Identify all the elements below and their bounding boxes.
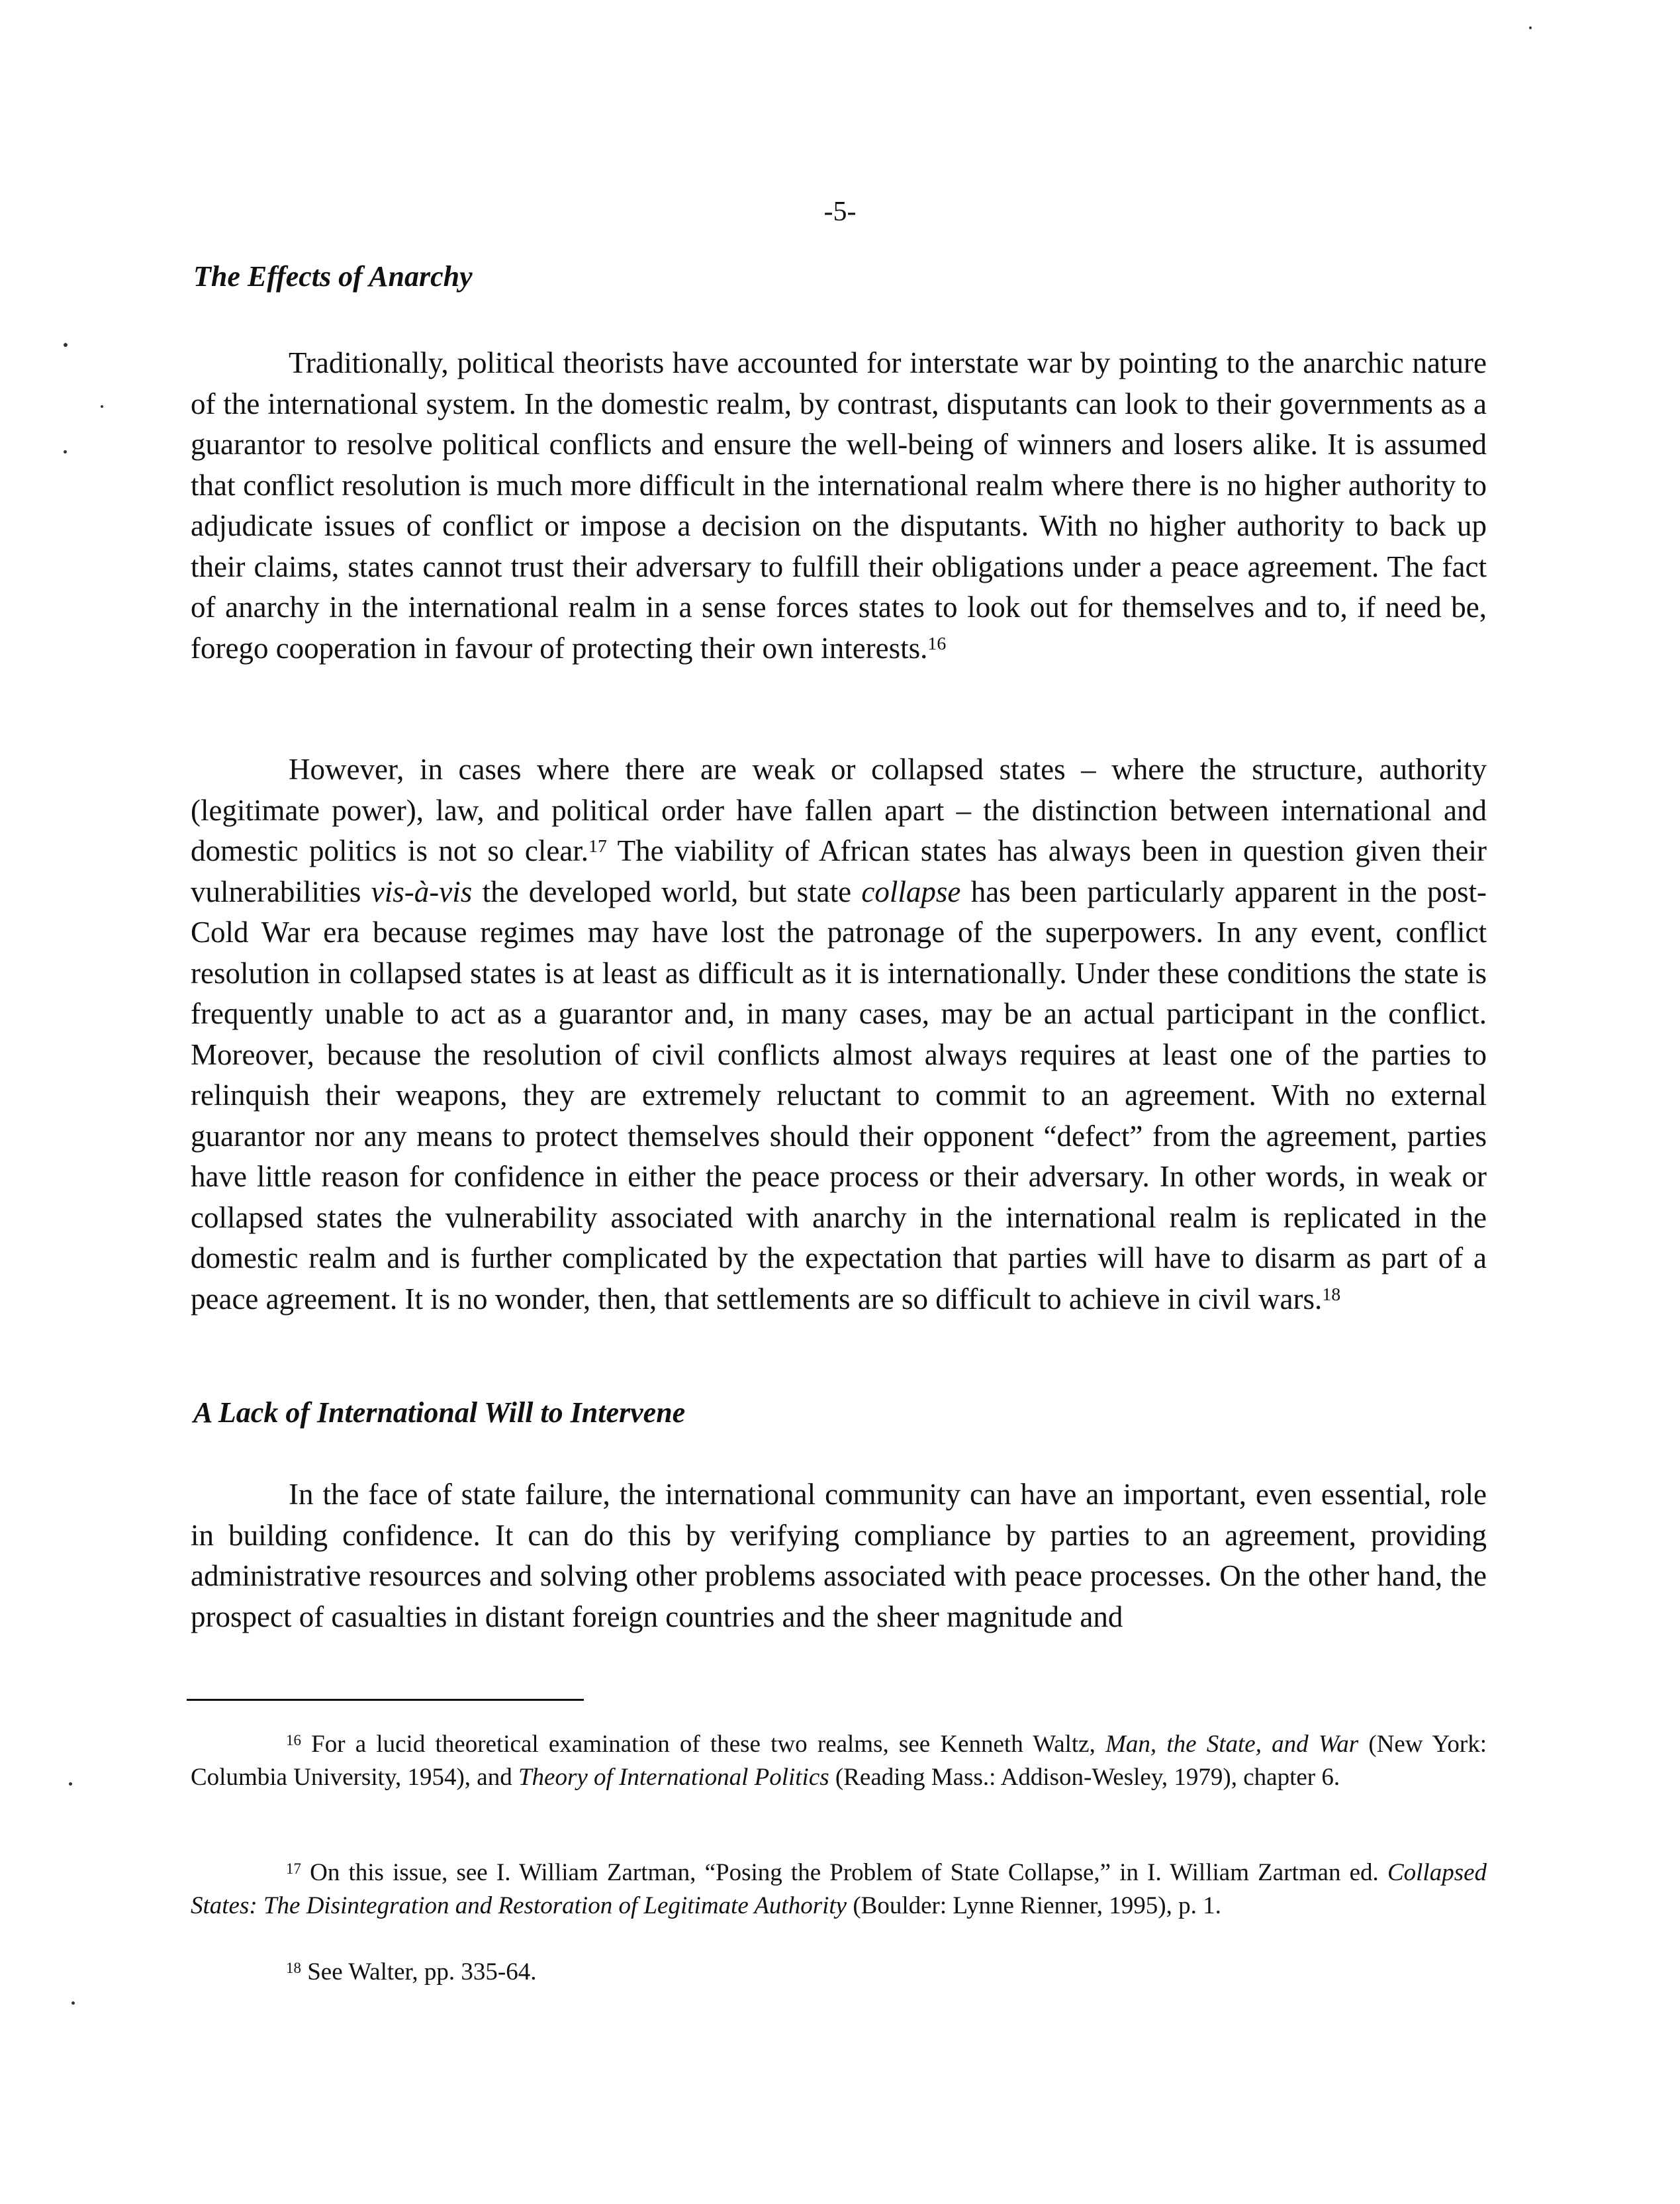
scan-speck — [69, 1782, 72, 1786]
footnote-18-text: See Walter, pp. 335-64. — [307, 1958, 537, 1986]
footnote-16-text-c: (Reading Mass.: Addison-Wesley, 1979), chapter 6. — [829, 1764, 1340, 1791]
footnote-17-number: 17 — [286, 1860, 301, 1877]
footnote-17-text-a: On this issue, see I. William Zartman, “Posing the Problem of State Collapse,” in I. William Zartman ed. — [310, 1859, 1387, 1886]
paragraph-anarchy-1 — [191, 343, 1487, 669]
scan-speck — [101, 405, 103, 408]
paragraph-anarchy-2-italic-vis-a-vis: vis-à-vis — [371, 875, 473, 908]
scan-speck — [64, 450, 67, 454]
footnote-16-text-a: For a lucid theoretical examination of these two realms, see Kenneth Waltz, — [311, 1731, 1106, 1758]
footnote-16-italic-a: Man, the State, and War — [1105, 1731, 1359, 1758]
footnote-18 — [191, 1956, 1487, 1989]
paragraph-anarchy-2-text-a: However, in cases where there are weak or collapsed states – where the structure, authority (legitimate power), law, and political order have fallen apart – the distinction between international and domestic politics is not so clear. — [191, 753, 1487, 867]
footnote-separator — [187, 1699, 584, 1701]
scan-speck — [1529, 26, 1532, 29]
paragraph-anarchy-2-text-d: has been particularly apparent in the post-Cold War era because regimes may have lost the patronage of the superpowers. In any event, conflict resolution in collapsed states is at least as difficult as it is internationally. Under these conditions the state is frequently unable to act as a guarantor and, in many cases, may be an actual participant in the conflict. Moreover, because the resolution of civil conflicts almost always requires at least one of the parties to relinquish their weapons, they are extremely reluctant to commit to an agreement. With no external guarantor nor any means to protect themselves should their opponent “defect” from the agreement, parties have little reason for confidence in either the peace process or their adversary. In other words, in weak or collapsed states the vulnerability associated with anarchy in the international realm is replicated in the domestic realm and is further complicated by the expectation that parties will have to disarm as part of a peace agreement. It is no wonder, then, that settlements are so difficult to achieve in civil wars. — [191, 875, 1487, 1316]
footnote-17 — [191, 1856, 1487, 1923]
scan-speck — [64, 343, 68, 347]
paragraph-anarchy-2-text-c: the developed world, but state — [472, 875, 862, 908]
paragraph-anarchy-2-italic-collapse: collapse — [861, 875, 961, 908]
paragraph-will-1-text: In the face of state failure, the international community can have an important, even essential, role in building confidence. It can do this by verifying compliance by parties to an agreement, providing administrative resources and solving other problems associated with peace processes. On the other hand, the prospect of casualties in distant foreign countries and the sheer magnitude and — [191, 1478, 1487, 1633]
footnote-16 — [191, 1728, 1487, 1794]
paragraph-anarchy-2-text-b: The viability of African states has always been in question given their vulnerabilities — [191, 834, 1487, 908]
scan-speck — [71, 2001, 75, 2005]
footnote-17-italic-a: Collapsed States: The Disintegration and Restoration of Legitimate Authority — [191, 1859, 1487, 1919]
footnote-18-number: 18 — [286, 1959, 301, 1976]
paragraph-anarchy-2 — [191, 749, 1487, 1319]
footnote-17-text-b: (Boulder: Lynne Rienner, 1995), p. 1. — [847, 1892, 1221, 1919]
footnote-16-number: 16 — [286, 1731, 301, 1749]
heading-lack-of-international-will: A Lack of International Will to Intervene — [193, 1396, 686, 1429]
footnote-16-italic-b: Theory of International Politics — [518, 1764, 829, 1791]
footnote-16-text-b: (New York: Columbia University, 1954), and — [191, 1731, 1487, 1791]
page-number: -5- — [823, 197, 857, 227]
heading-effects-of-anarchy: The Effects of Anarchy — [193, 260, 473, 293]
footnote-ref-17[interactable]: 17 — [588, 836, 607, 857]
paragraph-anarchy-1-text: Traditionally, political theorists have accounted for interstate war by pointing to the anarchic nature of the international system. In the domestic realm, by contrast, disputants can look to their governments as a guarantor to resolve political conflicts and ensure the well-being of winners and losers alike. It is assumed that conflict resolution is much more difficult in the international realm where there is no higher authority to adjudicate issues of conflict or impose a decision on the disputants. With no higher authority to back up their claims, states cannot trust their adversary to fulfill their obligations under a peace agreement. The fact of anarchy in the international realm in a sense forces states to look out for themselves and to, if need be, forego cooperation in favour of protecting their own interests. — [191, 346, 1487, 665]
footnote-ref-18[interactable]: 18 — [1322, 1284, 1341, 1305]
paragraph-will-1 — [191, 1474, 1487, 1637]
footnote-ref-16[interactable]: 16 — [927, 633, 947, 654]
